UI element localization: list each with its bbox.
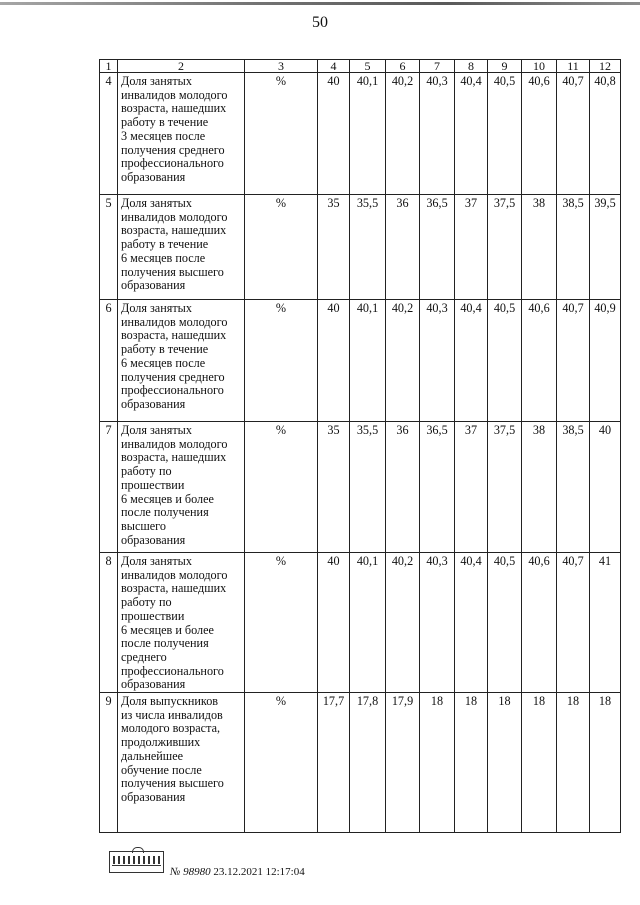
- value-cell: 40,1: [350, 553, 386, 693]
- description-line: работу по: [121, 464, 172, 479]
- table-row: [100, 195, 621, 300]
- description-line: работу в течение: [121, 115, 209, 130]
- value-cell: 40,4: [455, 300, 488, 422]
- unit-cell: %: [245, 73, 318, 195]
- value-cell: 40,1: [350, 73, 386, 195]
- value-cell: 40,2: [386, 553, 420, 693]
- column-number-2: 2: [118, 60, 245, 73]
- description-line: прошествии: [121, 477, 185, 492]
- description-line: работу по: [121, 595, 172, 610]
- description-line: возраста, нашедших: [121, 101, 227, 116]
- description-line: высшего: [121, 518, 166, 533]
- value-cell: 37,5: [488, 422, 522, 553]
- value-cell: 35: [318, 422, 350, 553]
- value-cell: 40,4: [455, 553, 488, 693]
- description-line: получения среднего: [121, 142, 225, 157]
- description-line: получения среднего: [121, 369, 225, 384]
- unit-cell: %: [245, 553, 318, 693]
- value-cell: 35,5: [350, 422, 386, 553]
- value-cell: 40,3: [420, 300, 455, 422]
- value-cell: 38: [522, 422, 557, 553]
- value-cell: 17,7: [318, 693, 350, 833]
- value-cell: 40,6: [522, 73, 557, 195]
- row-number: 4: [100, 73, 118, 195]
- description-line: возраста, нашедших: [121, 223, 227, 238]
- value-cell: 40: [318, 300, 350, 422]
- value-cell: 40,2: [386, 300, 420, 422]
- value-cell: 40,6: [522, 553, 557, 693]
- column-number-7: 7: [420, 60, 455, 73]
- value-cell: 40,7: [557, 73, 590, 195]
- description-line: 6 месяцев и более: [121, 491, 214, 506]
- table-row: [100, 73, 621, 195]
- unit-cell: %: [245, 195, 318, 300]
- column-number-10: 10: [522, 60, 557, 73]
- description-line: молодого возраста,: [121, 721, 221, 736]
- description-line: образования: [121, 396, 186, 411]
- value-cell: 17,8: [350, 693, 386, 833]
- value-cell: 40,9: [590, 300, 621, 422]
- value-cell: 40,8: [590, 73, 621, 195]
- value-cell: 40: [590, 422, 621, 553]
- page-number: 50: [312, 14, 328, 31]
- row-number: 8: [100, 553, 118, 693]
- value-cell: 40,3: [420, 553, 455, 693]
- description-line: Доля занятых: [121, 554, 192, 568]
- unit-cell: %: [245, 693, 318, 833]
- description-line: Доля занятых: [121, 301, 192, 315]
- value-cell: 36: [386, 195, 420, 300]
- value-cell: 36,5: [420, 422, 455, 553]
- description-line: инвалидов молодого: [121, 314, 228, 329]
- description-line: из числа инвалидов: [121, 707, 223, 722]
- unit-cell: %: [245, 422, 318, 553]
- description-line: образования: [121, 532, 186, 547]
- description-line: получения высшего: [121, 776, 224, 791]
- table-row: [100, 422, 621, 553]
- description-line: образования: [121, 677, 186, 692]
- registration-timestamp: 23.12.2021 12:17:04: [213, 866, 305, 878]
- value-cell: 37: [455, 195, 488, 300]
- table-row: [100, 693, 621, 833]
- description-line: профессионального: [121, 383, 224, 398]
- indicator-description: [118, 553, 245, 693]
- description-line: образования: [121, 169, 186, 184]
- value-cell: 40,2: [386, 73, 420, 195]
- value-cell: 17,9: [386, 693, 420, 833]
- description-line: возраста, нашедших: [121, 328, 227, 343]
- value-cell: 40,4: [455, 73, 488, 195]
- value-cell: 40,1: [350, 300, 386, 422]
- description-line: инвалидов молодого: [121, 567, 228, 582]
- column-number-5: 5: [350, 60, 386, 73]
- description-line: образования: [121, 789, 186, 804]
- value-cell: 18: [557, 693, 590, 833]
- value-cell: 40,5: [488, 553, 522, 693]
- description-line: профессионального: [121, 663, 224, 678]
- indicators-table: [99, 59, 621, 833]
- value-cell: 18: [455, 693, 488, 833]
- indicator-description: [118, 195, 245, 300]
- table-row: [100, 300, 621, 422]
- value-cell: 18: [522, 693, 557, 833]
- description-line: работу в течение: [121, 237, 209, 252]
- column-number-6: 6: [386, 60, 420, 73]
- value-cell: 40,6: [522, 300, 557, 422]
- value-cell: 39,5: [590, 195, 621, 300]
- description-line: Доля занятых: [121, 423, 192, 437]
- value-cell: 37: [455, 422, 488, 553]
- value-cell: 18: [420, 693, 455, 833]
- column-number-12: 12: [590, 60, 621, 73]
- value-cell: 40: [318, 73, 350, 195]
- value-cell: 37,5: [488, 195, 522, 300]
- indicator-description: [118, 422, 245, 553]
- value-cell: 35: [318, 195, 350, 300]
- indicator-description: [118, 73, 245, 195]
- value-cell: 38: [522, 195, 557, 300]
- value-cell: 40,7: [557, 300, 590, 422]
- value-cell: 40,5: [488, 300, 522, 422]
- description-line: среднего: [121, 649, 167, 664]
- row-number: 9: [100, 693, 118, 833]
- value-cell: 40,3: [420, 73, 455, 195]
- description-line: инвалидов молодого: [121, 436, 228, 451]
- description-line: получения высшего: [121, 264, 224, 279]
- value-cell: 40: [318, 553, 350, 693]
- value-cell: 41: [590, 553, 621, 693]
- value-cell: 36,5: [420, 195, 455, 300]
- value-cell: 40,7: [557, 553, 590, 693]
- registration-line: [170, 866, 305, 878]
- unit-cell: %: [245, 300, 318, 422]
- column-number-row: [100, 60, 621, 73]
- description-line: дальнейшее: [121, 748, 184, 763]
- description-line: после получения: [121, 505, 209, 520]
- column-number-4: 4: [318, 60, 350, 73]
- table-row: [100, 553, 621, 693]
- value-cell: 40,5: [488, 73, 522, 195]
- description-line: Доля занятых: [121, 196, 192, 210]
- indicator-description: [118, 300, 245, 422]
- description-line: Доля занятых: [121, 74, 192, 88]
- description-line: инвалидов молодого: [121, 87, 228, 102]
- indicator-description: [118, 693, 245, 833]
- description-line: 6 месяцев и более: [121, 622, 214, 637]
- description-line: обучение после: [121, 762, 202, 777]
- description-line: прошествии: [121, 608, 185, 623]
- registration-number: № 98980: [170, 866, 211, 878]
- value-cell: 38,5: [557, 422, 590, 553]
- description-line: работу в течение: [121, 342, 209, 357]
- value-cell: 36: [386, 422, 420, 553]
- column-number-11: 11: [557, 60, 590, 73]
- column-number-9: 9: [488, 60, 522, 73]
- column-number-8: 8: [455, 60, 488, 73]
- description-line: возраста, нашедших: [121, 581, 227, 596]
- description-line: возраста, нашедших: [121, 450, 227, 465]
- row-number: 5: [100, 195, 118, 300]
- value-cell: 38,5: [557, 195, 590, 300]
- column-number-1: 1: [100, 60, 118, 73]
- value-cell: 18: [488, 693, 522, 833]
- description-line: образования: [121, 278, 186, 293]
- value-cell: 18: [590, 693, 621, 833]
- description-line: после получения: [121, 636, 209, 651]
- description-line: 6 месяцев после: [121, 355, 206, 370]
- description-line: Доля выпускников: [121, 694, 219, 709]
- table-body: [100, 60, 621, 833]
- notary-stamp-icon: [109, 851, 164, 873]
- description-line: инвалидов молодого: [121, 209, 228, 224]
- scan-top-edge: [0, 2, 640, 5]
- description-line: профессионального: [121, 156, 224, 171]
- description-line: 6 месяцев после: [121, 250, 206, 265]
- description-line: продолживших: [121, 735, 201, 750]
- row-number: 7: [100, 422, 118, 553]
- column-number-3: 3: [245, 60, 318, 73]
- description-line: 3 месяцев после: [121, 128, 206, 143]
- row-number: 6: [100, 300, 118, 422]
- value-cell: 35,5: [350, 195, 386, 300]
